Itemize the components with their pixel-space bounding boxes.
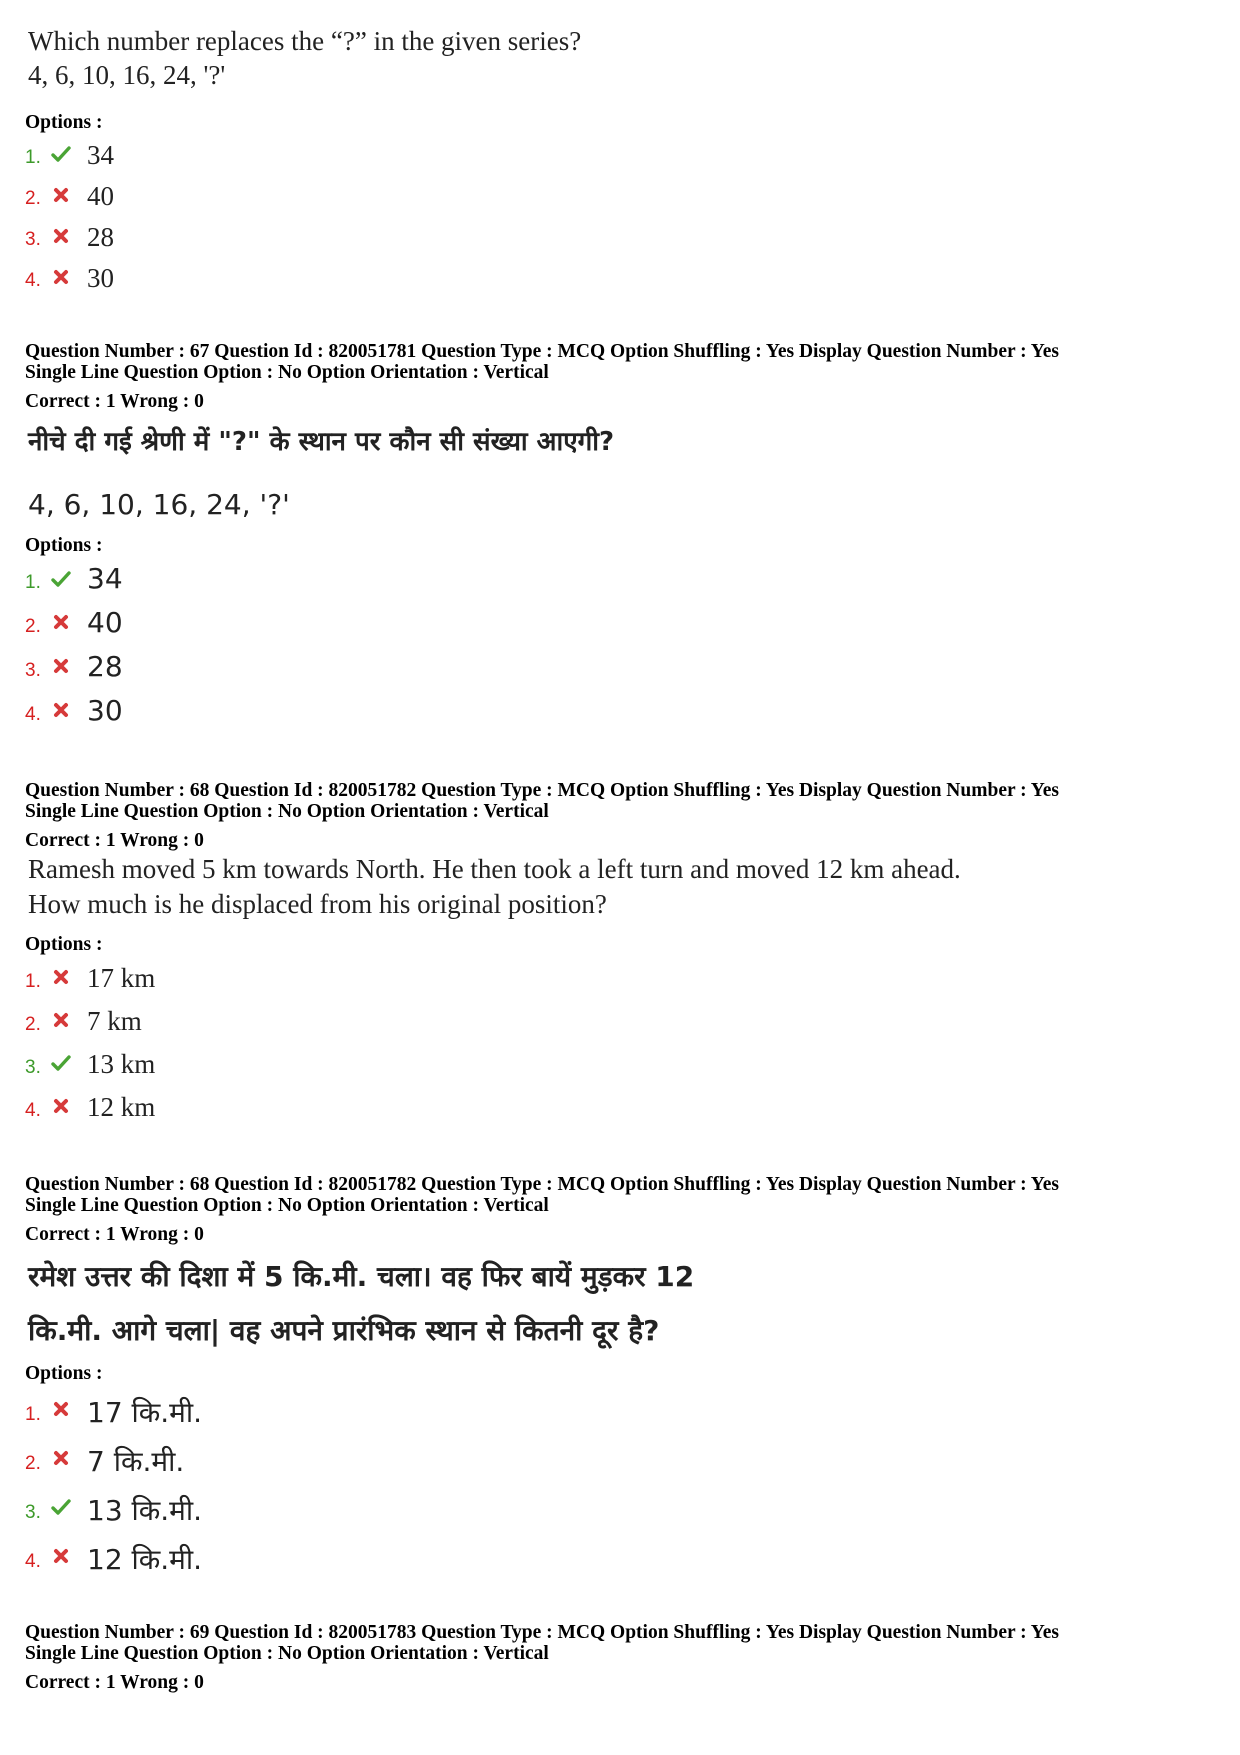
q68-hi-meta-line3: Correct : 1 Wrong : 0 — [25, 1224, 204, 1245]
q68-hi-options-label: Options : — [25, 1363, 103, 1384]
cross-icon — [51, 612, 71, 632]
cross-icon — [51, 967, 71, 987]
cross-icon — [51, 1546, 71, 1566]
check-icon — [51, 1497, 71, 1517]
q66-options-label: Options : — [25, 112, 103, 133]
option-number: 1. — [25, 971, 41, 992]
cross-icon — [51, 1399, 71, 1419]
q69-meta-line2: Single Line Question Option : No Option Orientation : Vertical — [25, 1643, 549, 1664]
q68-hi-meta-line2: Single Line Question Option : No Option Orientation : Vertical — [25, 1195, 549, 1216]
q66-question-line2: 4, 6, 10, 16, 24, '?' — [28, 60, 226, 90]
option-text: 17 km — [87, 963, 156, 993]
cross-icon — [51, 656, 71, 676]
option-number: 1. — [25, 147, 41, 168]
option-number: 3. — [25, 660, 41, 681]
q68-en-meta-line2: Single Line Question Option : No Option Orientation : Vertical — [25, 801, 549, 822]
option-number: 4. — [25, 704, 41, 725]
option-text: 7 कि.मी. — [87, 1445, 185, 1478]
q67-options-label: Options : — [25, 535, 103, 556]
option-text: 7 km — [87, 1006, 142, 1036]
option-text: 13 km — [87, 1049, 156, 1079]
option-number: 3. — [25, 1502, 41, 1523]
q68-en-meta-line3: Correct : 1 Wrong : 0 — [25, 830, 204, 851]
q67-question-line2: 4, 6, 10, 16, 24, '?' — [28, 488, 290, 521]
q67-meta-line1: Question Number : 67 Question Id : 820051781 Question Type : MCQ Option Shuffling : Yes Display Question Number : Yes — [25, 341, 1059, 362]
option-text: 28 — [87, 222, 114, 252]
option-text: 30 — [87, 694, 123, 727]
q67-meta-line3: Correct : 1 Wrong : 0 — [25, 391, 204, 412]
q68-hi-question-line1: रमेश उत्तर की दिशा में 5 कि.मी. चला। वह फिर बायें मुड़कर 12 — [28, 1260, 695, 1293]
cross-icon — [51, 226, 71, 246]
check-icon — [51, 144, 71, 164]
cross-icon — [51, 185, 71, 205]
option-number: 3. — [25, 229, 41, 250]
option-text: 30 — [87, 263, 114, 293]
q68-en-options-label: Options : — [25, 934, 103, 955]
option-number: 4. — [25, 1100, 41, 1121]
cross-icon — [51, 1010, 71, 1030]
option-number: 3. — [25, 1057, 41, 1078]
q67-question-line1: नीचे दी गई श्रेणी में "?" के स्थान पर कौन सी संख्या आएगी? — [28, 427, 615, 457]
option-text: 17 कि.मी. — [87, 1396, 203, 1429]
option-number: 1. — [25, 572, 41, 593]
option-text: 34 — [87, 562, 123, 595]
q68-hi-meta-line1: Question Number : 68 Question Id : 820051782 Question Type : MCQ Option Shuffling : Yes Display Question Number : Yes — [25, 1174, 1059, 1195]
option-text: 28 — [87, 650, 123, 683]
cross-icon — [51, 1096, 71, 1116]
option-number: 2. — [25, 1014, 41, 1035]
option-number: 4. — [25, 270, 41, 291]
option-number: 2. — [25, 1453, 41, 1474]
cross-icon — [51, 1448, 71, 1468]
q69-meta-line1: Question Number : 69 Question Id : 820051783 Question Type : MCQ Option Shuffling : Yes Display Question Number : Yes — [25, 1622, 1059, 1643]
q68-en-meta-line1: Question Number : 68 Question Id : 820051782 Question Type : MCQ Option Shuffling : Yes Display Question Number : Yes — [25, 780, 1059, 801]
q67-meta-line2: Single Line Question Option : No Option Orientation : Vertical — [25, 362, 549, 383]
option-text: 12 कि.मी. — [87, 1543, 203, 1576]
q68-en-question-line2: How much is he displaced from his original position? — [28, 889, 607, 919]
q69-meta-line3: Correct : 1 Wrong : 0 — [25, 1672, 204, 1693]
check-icon — [51, 569, 71, 589]
option-text: 34 — [87, 140, 114, 170]
option-text: 40 — [87, 606, 123, 639]
cross-icon — [51, 700, 71, 720]
q68-hi-question-line2: कि.मी. आगे चला| वह अपने प्रारंभिक स्थान से कितनी दूर है? — [28, 1314, 660, 1347]
q66-question-line1: Which number replaces the “?” in the given series? — [28, 26, 582, 56]
q68-en-question-line1: Ramesh moved 5 km towards North. He then took a left turn and moved 12 km ahead. — [28, 854, 961, 884]
cross-icon — [51, 267, 71, 287]
option-number: 4. — [25, 1551, 41, 1572]
option-number: 2. — [25, 616, 41, 637]
option-text: 40 — [87, 181, 114, 211]
option-number: 1. — [25, 1404, 41, 1425]
check-icon — [51, 1053, 71, 1073]
option-number: 2. — [25, 188, 41, 209]
option-text: 13 कि.मी. — [87, 1494, 203, 1527]
option-text: 12 km — [87, 1092, 156, 1122]
